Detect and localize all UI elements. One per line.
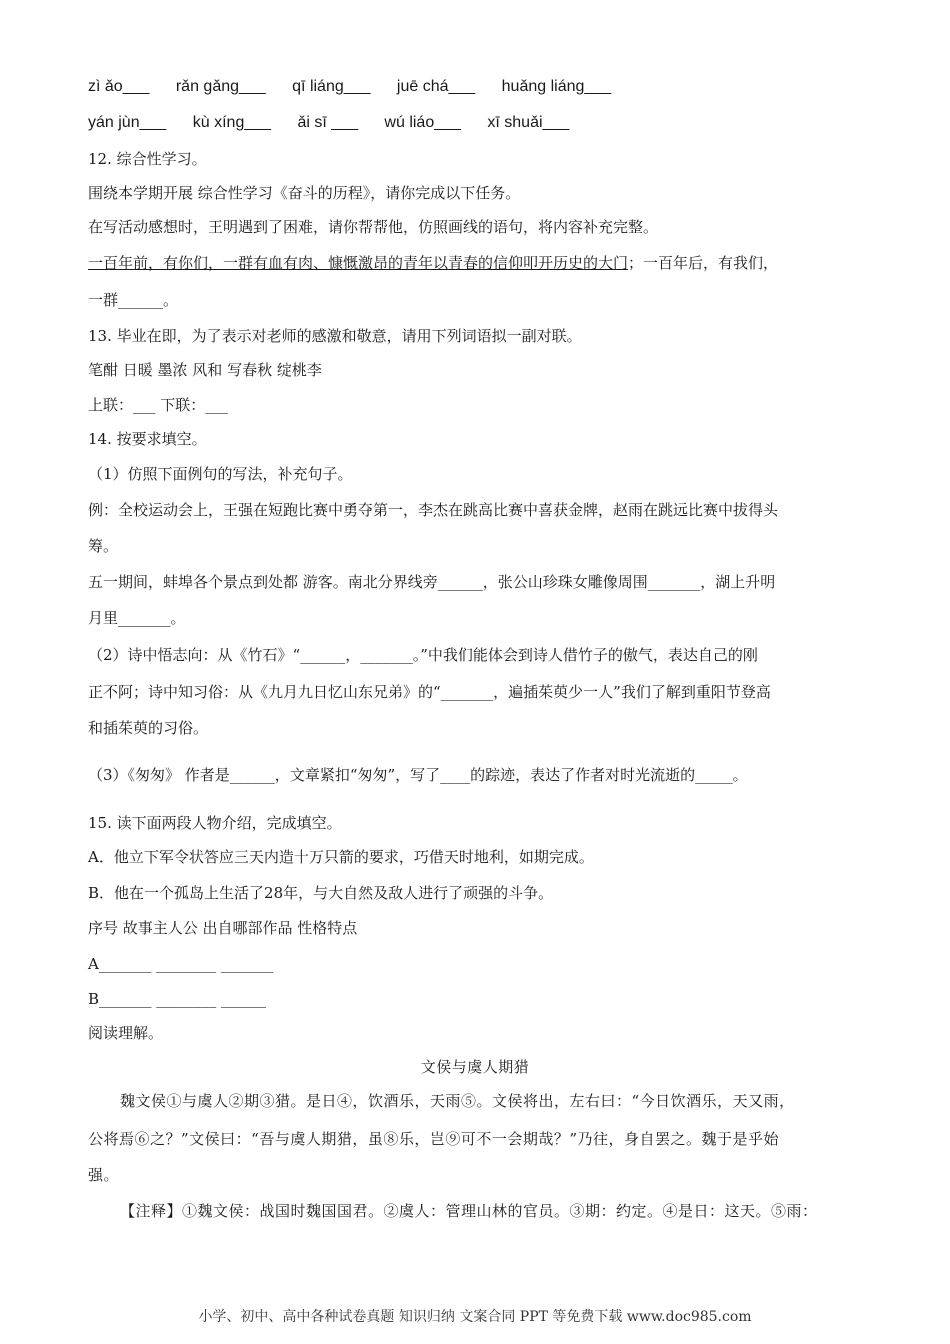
page-footer: 小学、初中、高中各种试卷真题 知识归纳 文案合同 PPT 等免费下载 www.doc985.com [198,1309,752,1325]
q15-option-a: A．他立下军令状答应三天内造十万只箭的要求，巧借天时地利，如期完成。 [88,848,594,866]
pinyin-row-1 [88,76,868,98]
reading-paragraph: 强。 [88,1166,120,1184]
reading-paragraph: 公将焉⑥之？”文侯曰：“吾与虞人期猎，虽⑧乐，岂⑨可不一会期哉？”乃往，身自罢之。魏于是乎始 [88,1130,780,1148]
q14-part-2: 和插茱萸的习俗。 [88,719,209,737]
q14-part-2: 正不阿；诗中知习俗：从《九月九日忆山东兄弟》的“_______，遍插茱萸少一人”我们了解到重阳节登高 [88,683,771,701]
q15-title: 15. 读下面两段人物介绍，完成填空。 [88,814,342,832]
pinyin-item: ǎi sī ___ [297,114,358,131]
q13-couplet: 上联：___ 下联：___ [88,396,228,414]
pinyin-item: yán jùn___ [88,114,167,131]
q14-example: 筹。 [88,537,119,555]
q14-task: 月里_______。 [88,609,186,627]
pinyin-item: huǎng liáng___ [501,78,612,95]
q15-option-b: B．他在一个孤岛上生活了28年，与大自然及敌人进行了顽强的斗争。 [88,884,554,902]
q14-part-2: （2）诗中悟志向：从《竹石》“______，_______。”中我们能体会到诗人借竹子的傲气，表达自己的刚 [88,646,758,664]
reading-title: 文侯与虞人期猎 [420,1058,530,1076]
q14-title: 14. 按要求填空。 [88,430,207,448]
reading-paragraph: 魏文侯①与虞人②期③猎。是日④，饮酒乐，天雨⑤。文侯将出，左右曰：“今日饮酒乐，天又雨， [120,1092,795,1110]
q15-row-a: A_______ ________ _______ [88,955,274,973]
q12-line [88,252,868,274]
q12-line: 在写活动感想时，王明遇到了困难，请你帮帮他，仿照画线的语句，将内容补充完整。 [88,218,659,236]
reading-label: 阅读理解。 [88,1024,164,1042]
q15-table-header: 序号 故事主人公 出自哪部作品 性格特点 [88,919,358,937]
reading-note: 【注释】①魏文侯：战国时魏国国君。②虞人：管理山林的官员。③期：约定。④是日：这天。⑤雨： [120,1202,818,1220]
q13-title: 13. 毕业在即，为了表示对老师的感激和敬意，请用下列词语拟一副对联。 [88,327,582,345]
q14-part-1-title: （1）仿照下面例句的写法，补充句子。 [88,465,353,483]
pinyin-row-2 [88,112,868,134]
q13-words: 笔酣 日暖 墨浓 风和 写春秋 绽桃李 [88,361,322,379]
pinyin-item: wú liáo___ [384,114,461,131]
underlined-sentence: 一百年前，有你们，一群有血有肉、慷慨激昂的青年以青春的信仰叩开历史的大门 [88,254,629,272]
q12-line: 一群______。 [88,291,179,309]
q14-part-3: （3）《匆匆》 作者是______，文章紧扣“匆匆”，写了____的踪迹，表达了作者对时光流逝的_____。 [88,766,748,784]
pinyin-item: rǎn gǎng___ [175,78,266,95]
pinyin-item: qī liáng___ [292,78,371,95]
pinyin-item: xī shuǎi___ [487,114,570,131]
q14-example: 例：全校运动会上，王强在短跑比赛中勇夺第一，李杰在跳高比赛中喜获金牌，赵雨在跳远比赛中拔得头 [88,501,779,519]
pinyin-item: zì ǎo___ [88,78,150,95]
q14-task: 五一期间，蚌埠各个景点到处都 游客。南北分界线旁______，张公山珍珠女雕像周围_______，湖上升明 [88,573,776,591]
q15-row-b: B_______ ________ ______ [88,990,267,1008]
q12-title: 12. 综合性学习。 [88,150,207,168]
pinyin-item: juē chá___ [396,78,476,95]
q12-line: 围绕本学期开展 综合性学习《奋斗的历程》，请你完成以下任务。 [88,184,521,202]
pinyin-item: kù xíng___ [192,114,272,131]
q12-text: ；一百年后，有我们， [628,254,779,272]
